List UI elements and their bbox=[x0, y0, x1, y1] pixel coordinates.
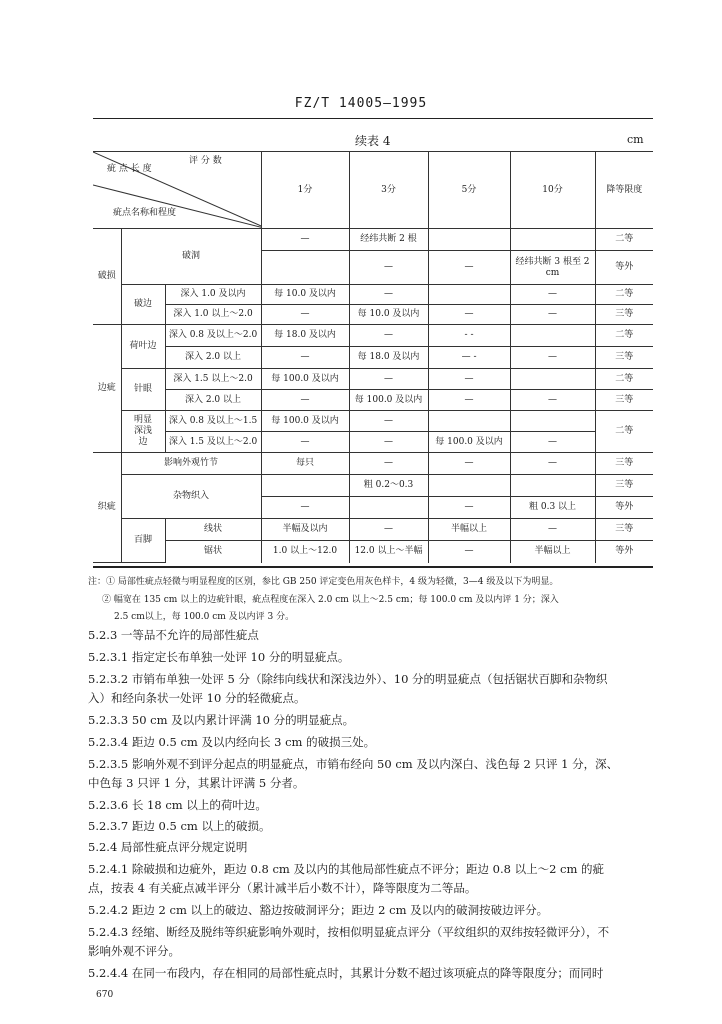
group-label-weaving-defects: 织疵 bbox=[93, 453, 121, 563]
table-cell: 每 100.0 及以内 bbox=[349, 390, 428, 411]
paragraph: 5.2.3.7 距边 0.5 cm 以上的破损。 bbox=[88, 819, 271, 833]
limit-cell: 三等 bbox=[595, 347, 653, 369]
limit-cell: 等外 bbox=[595, 497, 653, 519]
row-label-lotus-edge: 荷叶边 bbox=[121, 325, 165, 369]
table-cell: 半幅以上 bbox=[510, 541, 595, 563]
table-row bbox=[93, 432, 653, 453]
row-label-slub: 影响外观竹节 bbox=[121, 453, 261, 475]
table-cell: — bbox=[349, 325, 428, 347]
table-row bbox=[93, 453, 653, 475]
row-label-pinhole: 针眼 bbox=[121, 369, 165, 411]
table-note-3: 2.5 cm以上，每 100.0 cm 及以内评 3 分。 bbox=[114, 612, 295, 622]
paragraph: 5.2.3.4 距边 0.5 cm 及以内经向长 3 cm 的破损三处。 bbox=[88, 735, 376, 749]
table-caption: 续表 4 bbox=[355, 134, 391, 148]
paragraph: 5.2.4.2 距边 2 cm 以上的破边、豁边按破洞评分；距边 2 cm 及以内的破洞按破边评分。 bbox=[88, 903, 549, 917]
table-row bbox=[93, 411, 653, 432]
table-note-1: 注：① 局部性疵点轻微与明显程度的区别，参比 GB 250 评定变色用灰色样卡，4 级为轻微，3—4 级及以下为明显。 bbox=[88, 577, 559, 587]
table-row bbox=[93, 369, 653, 390]
page-header: FZ/T 14005—1995 bbox=[294, 96, 428, 111]
table-cell: - - bbox=[428, 325, 510, 347]
table-cell: 每 10.0 及以内 bbox=[261, 285, 349, 305]
row-label-broken-edge: 破边 bbox=[121, 285, 165, 325]
sub-label: 线状 bbox=[165, 519, 261, 541]
paragraph: 5.2.3.5 影响外观不到评分起点的明显疵点，市销布经向 50 cm 及以内深白、浅色每 2 只评 1 分，深、 bbox=[88, 757, 619, 771]
col-header-limit: 降等限度 bbox=[595, 152, 653, 229]
table-cell: — bbox=[428, 390, 510, 411]
paragraph: 影响外观不评分。 bbox=[88, 944, 180, 958]
section-heading: 5.2.3 一等品不允许的局部性疵点 bbox=[88, 628, 259, 642]
row-label-shade-edge: 明显深浅边 bbox=[121, 411, 165, 453]
header-rule bbox=[93, 118, 653, 119]
limit-cell: 等外 bbox=[595, 251, 653, 285]
sub-label: 深入 2.0 以上 bbox=[165, 390, 261, 411]
table-header-row bbox=[93, 152, 653, 229]
table-cell: — bbox=[261, 305, 349, 325]
paragraph: 5.2.3.1 指定定长布单独一处评 10 分的明显疵点。 bbox=[88, 650, 350, 664]
table-cell bbox=[261, 475, 349, 497]
table-row bbox=[93, 305, 653, 325]
table-cell: 每 100.0 及以内 bbox=[261, 411, 349, 432]
paragraph: 5.2.4.1 除破损和边疵外，距边 0.8 cm 及以内的其他局部性疵点不评分；距边 0.8 以上～2 cm 的疵 bbox=[88, 862, 605, 876]
table-cell: — bbox=[349, 251, 428, 285]
sub-label: 深入 1.0 及以内 bbox=[165, 285, 261, 305]
sub-label: 深入 1.5 及以上～2.0 bbox=[165, 432, 261, 453]
paragraph: 中色每 3 只评 1 分，其累计评满 5 分者。 bbox=[88, 776, 305, 790]
limit-cell: 三等 bbox=[595, 453, 653, 475]
table-cell: 每 10.0 及以内 bbox=[349, 305, 428, 325]
table-row bbox=[93, 229, 653, 251]
paragraph: 点，按表 4 有关疵点减半评分（累计减半后小数不计），降等限度为二等品。 bbox=[88, 881, 477, 895]
table-cell: — bbox=[261, 390, 349, 411]
table-cell: 粗 0.3 以上 bbox=[510, 497, 595, 519]
limit-cell: 二等 bbox=[595, 285, 653, 305]
table-cell: 半幅以上 bbox=[428, 519, 510, 541]
diag-label-length: 疵 点 长 度 bbox=[107, 164, 152, 174]
table-cell: — bbox=[261, 229, 349, 251]
table-row bbox=[93, 541, 653, 563]
table-row bbox=[93, 325, 653, 347]
table-row bbox=[93, 475, 653, 497]
table-cell: — bbox=[349, 369, 428, 390]
paragraph: 5.2.3.2 市销布单独一处评 5 分（除纬向线状和深浅边外）、10 分的明显疵点（包括锯状百脚和杂物织 bbox=[88, 672, 608, 686]
table-cell bbox=[428, 475, 510, 497]
table-cell bbox=[510, 325, 595, 347]
table-cell: — bbox=[261, 347, 349, 369]
table-cell: — bbox=[261, 497, 349, 519]
table-cell: 每只 bbox=[261, 453, 349, 475]
page-number: 670 bbox=[96, 990, 114, 1000]
table-cell: 经纬共断 3 根至 2 cm bbox=[510, 251, 595, 285]
col-header-1: 1分 bbox=[261, 152, 349, 229]
table-cell: 每 100.0 及以内 bbox=[428, 432, 510, 453]
row-label-foreign-matter: 杂物织入 bbox=[121, 475, 261, 519]
table-cell: — bbox=[510, 347, 595, 369]
table-cell bbox=[349, 497, 428, 519]
sub-label: 深入 1.0 以上～2.0 bbox=[165, 305, 261, 325]
limit-cell: 二等 bbox=[595, 369, 653, 390]
table-cell: — bbox=[428, 251, 510, 285]
row-label-hole: 破洞 bbox=[121, 229, 261, 285]
table-cell: — bbox=[349, 411, 428, 432]
paragraph: 入）和经向条状一处评 10 分的轻微疵点。 bbox=[88, 691, 306, 705]
table-bottom-rule bbox=[93, 566, 653, 568]
table-cell: — bbox=[428, 369, 510, 390]
paragraph: 5.2.3.3 50 cm 及以内累计评满 10 分的明显疵点。 bbox=[88, 713, 355, 727]
sub-label: 深入 1.5 以上～2.0 bbox=[165, 369, 261, 390]
section-heading: 5.2.4 局部性疵点评分规定说明 bbox=[88, 840, 248, 854]
diag-label-name: 疵点名称和程度 bbox=[113, 208, 177, 218]
limit-cell: 二等 bbox=[595, 229, 653, 251]
diag-label-score: 评 分 数 bbox=[189, 156, 222, 166]
limit-cell: 二等 bbox=[595, 411, 653, 453]
limit-cell: 等外 bbox=[595, 541, 653, 563]
limit-cell: 三等 bbox=[595, 305, 653, 325]
table-cell bbox=[428, 229, 510, 251]
col-header-5: 5分 bbox=[428, 152, 510, 229]
table-cell bbox=[510, 229, 595, 251]
table-cell: — bbox=[510, 390, 595, 411]
group-label-damage: 破损 bbox=[93, 229, 121, 325]
table-cell: 每 18.0 及以内 bbox=[349, 347, 428, 369]
group-label-edge-defects: 边疵 bbox=[93, 325, 121, 453]
table-row bbox=[93, 347, 653, 369]
table-cell bbox=[261, 251, 349, 285]
limit-cell: 三等 bbox=[595, 475, 653, 497]
table-cell: 经纬共断 2 根 bbox=[349, 229, 428, 251]
diagonal-header-cell bbox=[93, 152, 261, 229]
table-cell: — bbox=[261, 432, 349, 453]
table-cell: 粗 0.2～0.3 bbox=[349, 475, 428, 497]
table-cell: — bbox=[428, 305, 510, 325]
sub-label: 深入 0.8 及以上～2.0 bbox=[165, 325, 261, 347]
table-cell: — bbox=[428, 453, 510, 475]
row-label-centipede: 百脚 bbox=[121, 519, 165, 563]
sub-label: 深入 0.8 及以上～1.5 bbox=[165, 411, 261, 432]
table-cell: — bbox=[510, 432, 595, 453]
paragraph: 5.2.4.4 在同一布段内，存在相同的局部性疵点时，其累计分数不超过该项疵点的降等限度分；而同时 bbox=[88, 966, 604, 980]
table-cell: — bbox=[349, 432, 428, 453]
table-cell: — - bbox=[428, 347, 510, 369]
table-cell: — bbox=[349, 519, 428, 541]
table-cell: — bbox=[428, 541, 510, 563]
table-row bbox=[93, 390, 653, 411]
table-cell: — bbox=[510, 285, 595, 305]
table-note-2: ② 幅宽在 135 cm 以上的边疵针眼，疵点程度在深入 2.0 cm 以上～2.5 cm；每 100.0 cm 及以内评 1 分；深入 bbox=[102, 595, 559, 605]
limit-cell: 三等 bbox=[595, 519, 653, 541]
limit-cell: 二等 bbox=[595, 325, 653, 347]
table-cell bbox=[428, 411, 510, 432]
table-cell: — bbox=[349, 285, 428, 305]
table-cell: — bbox=[510, 305, 595, 325]
table-cell: — bbox=[349, 453, 428, 475]
table-unit: cm bbox=[627, 133, 644, 146]
table-cell: — bbox=[510, 453, 595, 475]
table-cell: 每 100.0 及以内 bbox=[261, 369, 349, 390]
table-cell: 半幅及以内 bbox=[261, 519, 349, 541]
sub-label: 深入 2.0 以上 bbox=[165, 347, 261, 369]
col-header-3: 3分 bbox=[349, 152, 428, 229]
table-cell bbox=[510, 369, 595, 390]
table-cell: 每 18.0 及以内 bbox=[261, 325, 349, 347]
table-row bbox=[93, 519, 653, 541]
paragraph: 5.2.4.3 经缩、断经及脱纬等织疵影响外观时，按相似明显疵点评分（平纹组织的双纬按轻微评分），不 bbox=[88, 925, 610, 939]
defect-score-table bbox=[93, 151, 653, 563]
sub-label: 锯状 bbox=[165, 541, 261, 563]
table-cell bbox=[510, 411, 595, 432]
table-row bbox=[93, 285, 653, 305]
table-cell: 1.0 以上～12.0 bbox=[261, 541, 349, 563]
table-cell: 12.0 以上～半幅 bbox=[349, 541, 428, 563]
col-header-10: 10分 bbox=[510, 152, 595, 229]
table-cell bbox=[428, 285, 510, 305]
table-cell: — bbox=[510, 519, 595, 541]
table-cell bbox=[510, 475, 595, 497]
paragraph: 5.2.3.6 长 18 cm 以上的荷叶边。 bbox=[88, 798, 267, 812]
limit-cell: 三等 bbox=[595, 390, 653, 411]
table-cell: — bbox=[428, 497, 510, 519]
